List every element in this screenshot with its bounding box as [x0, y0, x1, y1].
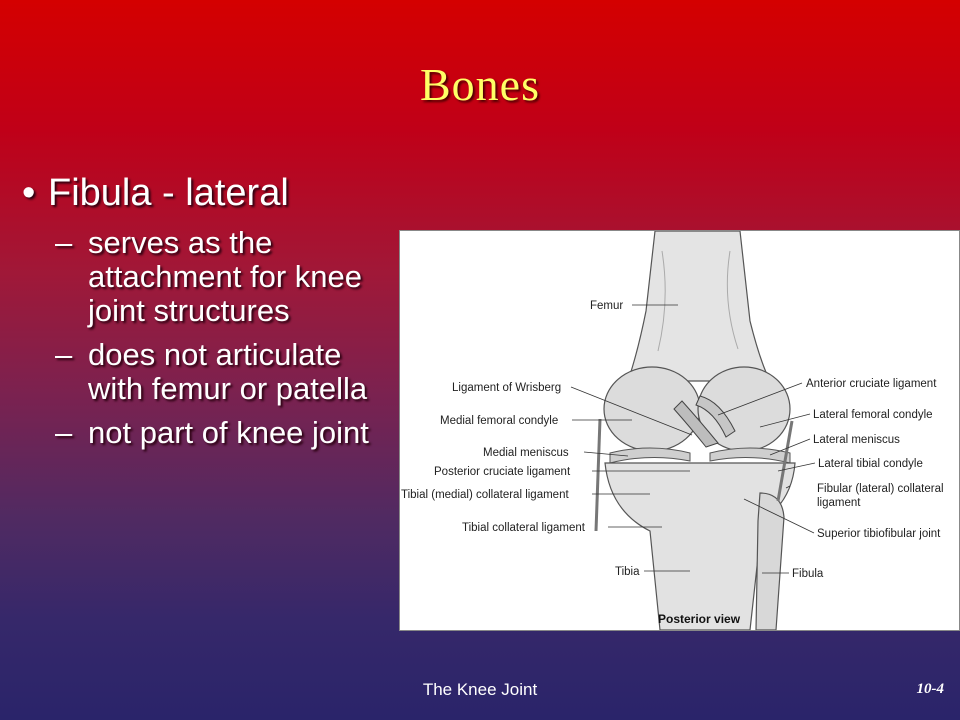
sub-bullet-3 [55, 416, 402, 450]
bullet-list [22, 170, 402, 450]
sub-bullet-2 [55, 338, 402, 406]
label-lateral-tibial-condyle: Lateral tibial condyle [818, 458, 923, 470]
slide-title: Bones [420, 59, 540, 110]
dash-icon: – [55, 337, 73, 372]
dash-icon: – [55, 415, 73, 450]
label-medial-meniscus: Medial meniscus [483, 447, 569, 459]
label-tibial-medial-collateral: Tibial (medial) collateral ligament [401, 489, 569, 501]
label-anterior-cruciate: Anterior cruciate ligament [806, 378, 937, 390]
label-fibular-collateral: Fibular (lateral) collateral [817, 483, 944, 495]
sub-bullet-1 [55, 226, 402, 328]
figure-caption: Posterior view [658, 612, 741, 626]
label-tibia: Tibia [615, 566, 640, 578]
label-tibial-collateral: Tibial collateral ligament [462, 522, 585, 534]
label-femur: Femur [590, 300, 624, 312]
label-lateral-meniscus: Lateral meniscus [813, 434, 900, 446]
footer-title: The Knee Joint [422, 680, 538, 699]
label-medial-femoral-condyle: Medial femoral condyle [440, 415, 559, 427]
label-fibula: Fibula [792, 568, 824, 580]
label-posterior-cruciate: Posterior cruciate ligament [434, 466, 571, 478]
sub-bullet-text: not part of knee joint [88, 415, 369, 450]
bullet-main-text: Fibula - lateral [48, 172, 289, 214]
bullet-dot-icon: • [22, 172, 36, 214]
dash-icon: – [55, 225, 73, 260]
sub-bullet-text: does not articulate with femur or patella [88, 337, 368, 406]
knee-diagram [399, 230, 960, 631]
label-fibular-collateral-ligament: ligament [817, 497, 861, 509]
label-lateral-femoral-condyle: Lateral femoral condyle [813, 409, 933, 421]
page-number: 10-4 [916, 681, 944, 697]
sub-bullet-text: serves as the attachment for knee joint structures [88, 225, 362, 328]
label-ligament-wrisberg: Ligament of Wrisberg [452, 382, 562, 394]
label-superior-tibiofibular: Superior tibiofibular joint [817, 528, 941, 540]
bullet-main [22, 170, 402, 216]
knee-illustration [400, 231, 959, 630]
